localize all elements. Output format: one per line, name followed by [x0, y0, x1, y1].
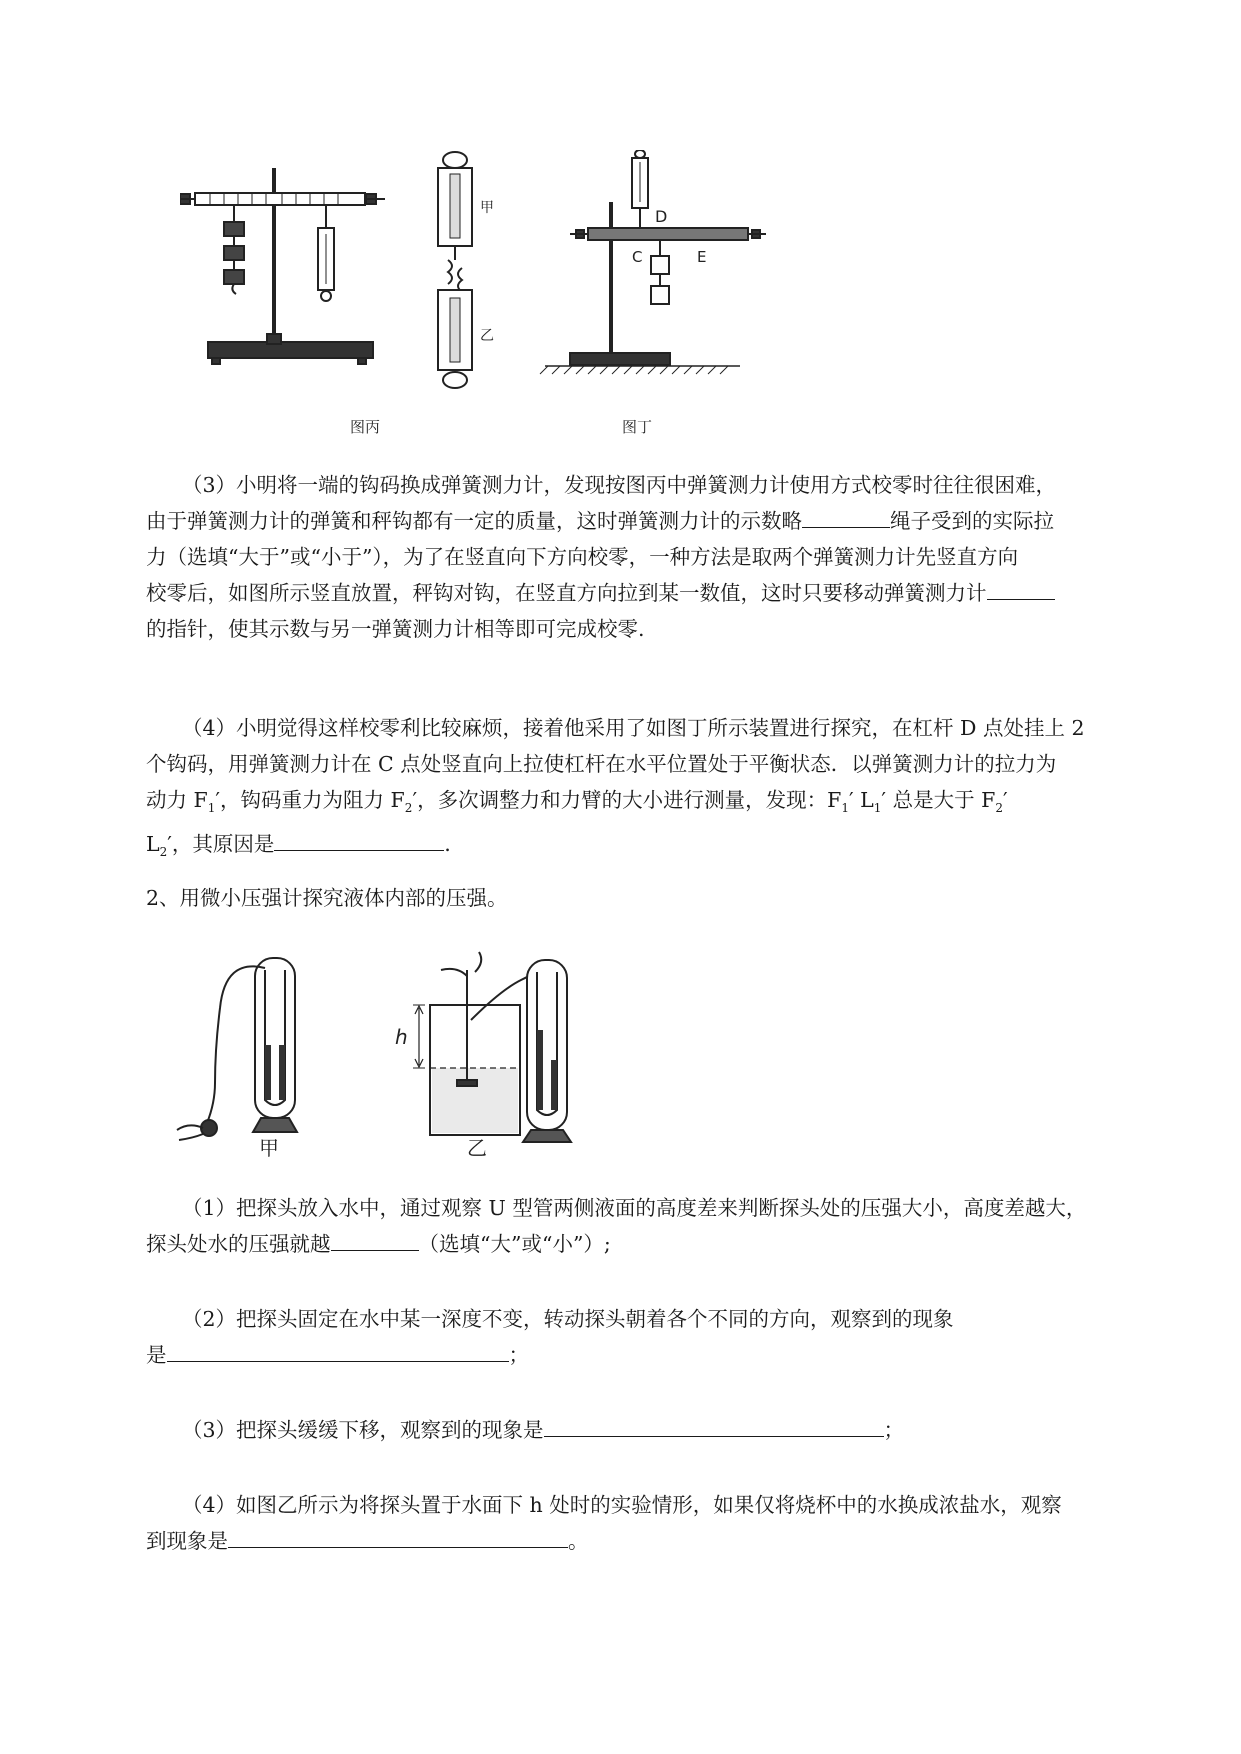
- point-e: E: [697, 248, 707, 266]
- fig-label-h: h: [395, 1025, 408, 1049]
- figure-ding: [540, 150, 766, 374]
- q1-p3-line1: （3）小明将一端的钩码换成弹簧测力计，发现按图丙中弹簧测力计使用方式校零时往往很困难，: [182, 473, 1057, 497]
- blank-q2-2[interactable]: [167, 1339, 509, 1362]
- q1-part4: （4）小明觉得这样校零利比较麻烦，接着他采用了如图丁所示装置进行探究，在杠杆 D 点处挂上 2 个钩码，用弹簧测力计在 C 点处竖直向上拉使杠杆在水平位置处于平衡状态．以弹簧测力计的拉力为 动力 $F_1'$，钩码重力为阻力 $F_2'$，多次调整力和力臂的大小进行测量，发现：$F_1'$ $L_1'$ 总是大于 $F_2'$ $L_2'$，其原因是 ．: [146, 716, 1085, 860]
- lever-experiment-figure: [180, 150, 860, 440]
- blank-q2-3[interactable]: [544, 1414, 884, 1437]
- blank-q1-4[interactable]: [274, 828, 444, 851]
- blank-q2-4[interactable]: [228, 1525, 568, 1548]
- q2-part4: （4）如图乙所示为将探头置于水面下 h 处时的实验情形，如果仅将烧杯中的水换成浓盐水，观察 到现象是 。: [146, 1493, 1062, 1553]
- point-c: C: [632, 248, 643, 266]
- q2-title: 2、用微小压强计探究液体内部的压强。: [146, 886, 508, 910]
- blank-q1-3b[interactable]: [987, 577, 1055, 600]
- q1-part3: （3）小明将一端的钩码换成弹簧测力计，发现按图丙中弹簧测力计使用方式校零时往往很困难， 由于弹簧测力计的弹簧和秤钩都有一定的质量，这时弹簧测力计的示数略 绳子受到的实际拉 力（选填“大于”或“小于”），为了在竖直向下方向校零，一种方法是取两个弹簧测力计先竖直方向 校零后，如图所示竖直放置，秤钩对钩，在竖直方向拉到某一数值，这时只要移动弹簧测力计 的指针，使其示数与另一弹簧测力计相等即可完成校零.: [146, 473, 1057, 641]
- fig-label-jia: 甲: [259, 1136, 279, 1160]
- figure-jia-yi: [438, 152, 472, 388]
- q2-part1: （1）把探头放入水中，通过观察 U 型管两侧液面的高度差来判断探头处的压强大小，高度差越大， 探头处水的压强就越 （选填“大”或“小”）;: [146, 1196, 1087, 1256]
- caption-bing: 图丙: [350, 418, 381, 436]
- label-yi: 乙: [480, 328, 494, 344]
- pressure-gauge-figure: [175, 950, 635, 1160]
- blank-q1-3a[interactable]: [802, 505, 890, 528]
- figure-bing: [180, 168, 385, 364]
- point-d: D: [655, 207, 668, 226]
- figure-gauge-jia: [177, 958, 297, 1140]
- caption-ding: 图丁: [622, 418, 653, 436]
- fig-label-yi: 乙: [467, 1136, 487, 1160]
- figure-gauge-yi: [413, 952, 571, 1142]
- q2-part3: （3）把探头缓缓下移，观察到的现象是 ；: [146, 1412, 1176, 1448]
- blank-q2-1[interactable]: [331, 1228, 419, 1251]
- label-jia: 甲: [480, 200, 494, 216]
- q2-part2: （2）把探头固定在水中某一深度不变，转动探头朝着各个不同的方向，观察到的现象 是 ；: [146, 1307, 954, 1367]
